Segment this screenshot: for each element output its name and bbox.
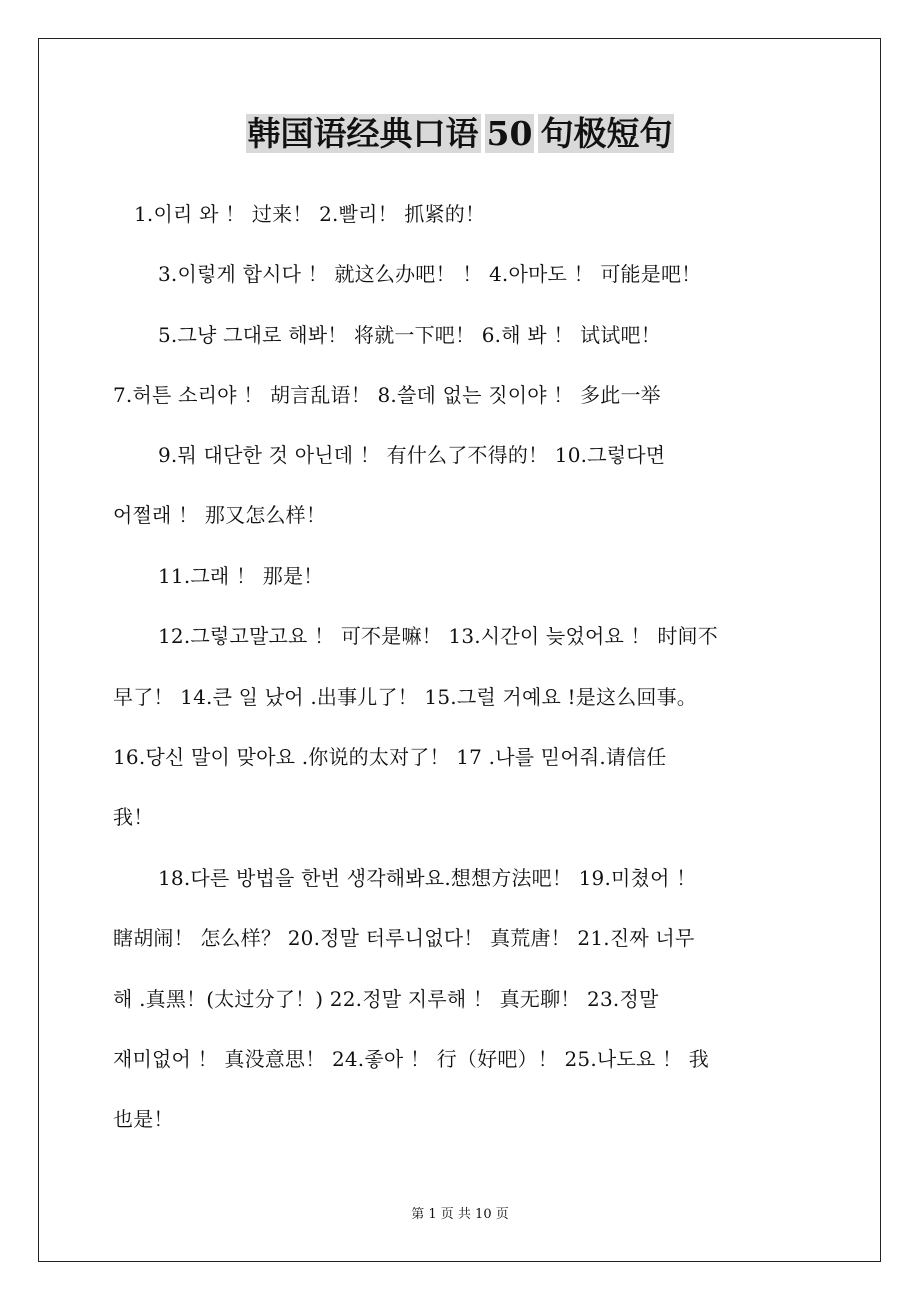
text-line-15: 재미없어 ！ 真没意思！ 24.좋아 ！ 行（好吧）！ 25.나도요 ！ 我 [113, 1047, 709, 1071]
text-line-2: 3.이렇게 합시다 ！ 就这么办吧！ ！ 4.아마도 ！ 可能是吧！ [158, 262, 702, 286]
title-part-2: 50 [486, 114, 533, 153]
text-line-7: 11.그래 ！ 那是！ [158, 564, 324, 588]
text-line-9: 早了！ 14.큰 일 났어 .出事儿了！ 15.그럴 거예요 !是这么回事。 [113, 685, 697, 709]
text-line-3: 5.그냥 그대로 해봐！ 将就一下吧！ 6.해 봐 ！ 试试吧！ [158, 323, 661, 347]
text-line-11: 我！ [113, 805, 154, 829]
page-title [0, 112, 920, 156]
text-line-4: 7.허튼 소리야 ！ 胡言乱语！ 8.쓸데 없는 짓이야 ！ 多此一举 [113, 383, 661, 407]
text-line-14: 해 .真黑！(太过分了！) 22.정말 지루해 ！ 真无聊！ 23.정말 [113, 987, 659, 1011]
text-line-6: 어쩔래 ！ 那又怎么样！ [113, 503, 327, 527]
text-line-5: 9.뭐 대단한 것 아닌데 ！ 有什么了不得的！ 10.그렇다면 [158, 443, 666, 467]
title-part-1: 韩国语经典口语 [247, 114, 479, 153]
page-footer: 第 1 页 共 10 页 [411, 1207, 509, 1222]
title-part-3: 句极短句 [540, 114, 673, 153]
text-line-10: 16.당신 말이 맞아요 .你说的太对了！ 17 .나를 믿어줘.请信任 [113, 745, 667, 769]
text-line-16: 也是！ [113, 1107, 174, 1131]
text-line-13: 瞎胡闹！ 怎么样？ 20.정말 터루니없다！ 真荒唐！ 21.진짜 너무 [113, 926, 695, 950]
text-line-1: 1.이리 와 ！ 过来！ 2.빨리！ 抓紧的！ [134, 202, 486, 226]
text-line-12: 18.다른 방법을 한번 생각해봐요.想想方法吧！ 19.미쳤어 ！ [158, 866, 697, 890]
text-line-8: 12.그렇고말고요 ！ 可不是嘛！ 13.시간이 늦었어요 ！ 时间不 [158, 624, 718, 648]
